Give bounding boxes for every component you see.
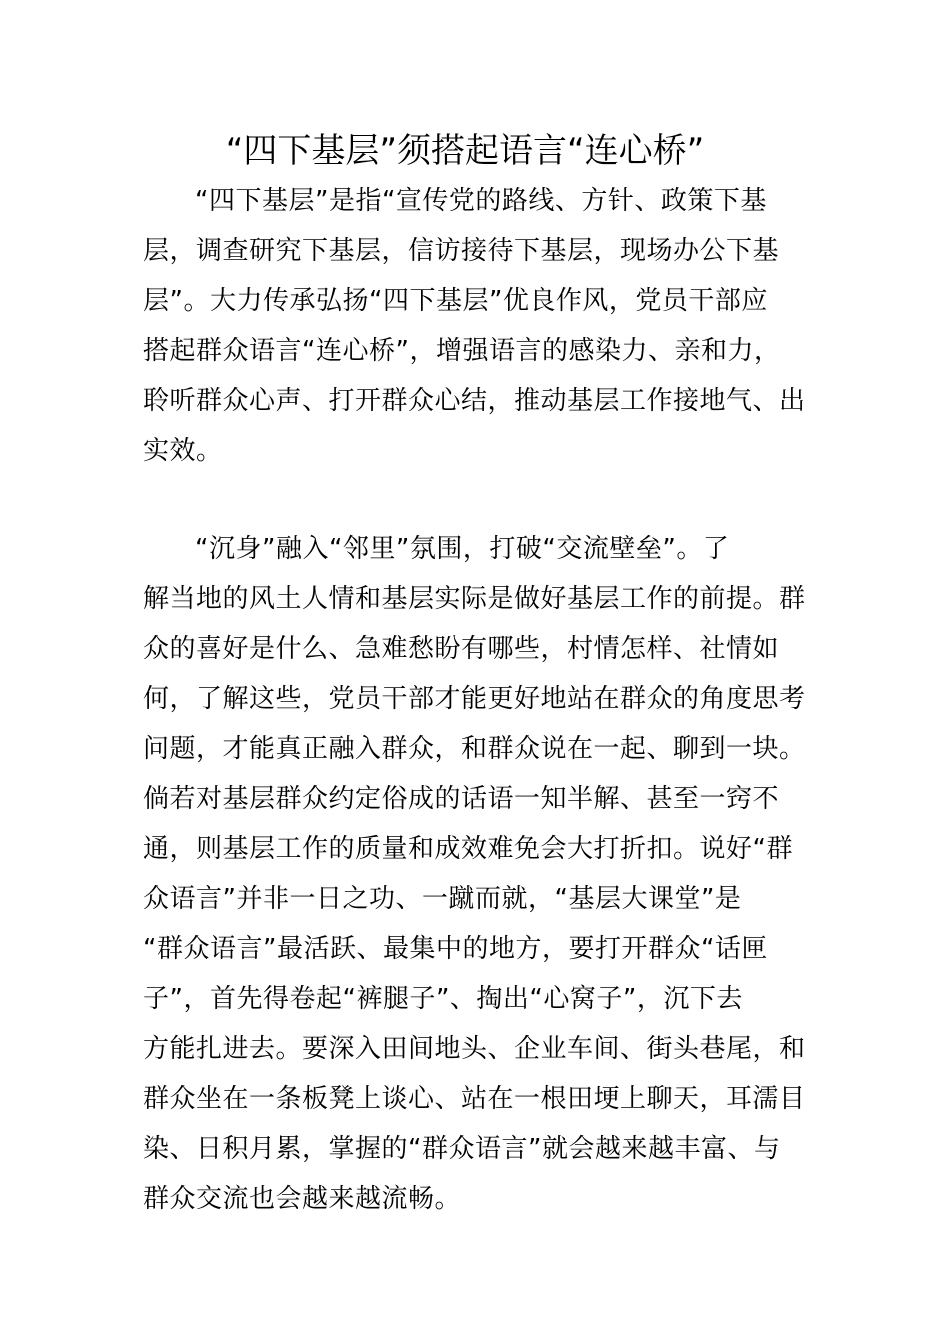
paragraph-line: 层”。大力传承弘扬“四下基层”优良作风，党员干部应 (143, 286, 768, 316)
paragraph-line: 层，调查研究下基层，信访接待下基层，现场办公下基 (143, 236, 780, 266)
paragraph-line: 倘若对基层群众约定俗成的话语一知半解、甚至一窍不 (143, 784, 780, 814)
paragraph-line: 众语言”并非一日之功、一蹴而就，“基层大课堂”是 (143, 884, 742, 914)
document-title: “四下基层”须搭起语言“连心桥” (225, 131, 705, 171)
paragraph-line: 搭起群众语言“连心桥”，增强语言的感染力、亲和力， (143, 336, 781, 366)
paragraph-2 (143, 524, 808, 1224)
paragraph-line: 问题，才能真正融入群众，和群众说在一起、聊到一块。 (143, 734, 806, 764)
paragraph-1 (143, 176, 808, 476)
paragraph-line: 众的喜好是什么、急难愁盼有哪些，村情怎样、社情如 (143, 634, 780, 664)
paragraph-line: 通，则基层工作的质量和成效难免会大打折扣。说好“群 (143, 834, 793, 864)
paragraph-line: 解当地的风土人情和基层实际是做好基层工作的前提。群 (143, 584, 806, 614)
paragraph-line: “群众语言”最活跃、最集中的地方，要打开群众“话匣 (143, 934, 768, 964)
paragraph-line: 群众坐在一条板凳上谈心、站在一根田埂上聊天，耳濡目 (143, 1084, 806, 1114)
paragraph-line: 方能扎进去。要深入田间地头、企业车间、街头巷尾，和 (143, 1034, 806, 1064)
paragraph-line: “四下基层”是指“宣传党的路线、方针、政策下基 (195, 186, 767, 216)
paragraph-line: 群众交流也会越来越流畅。 (143, 1184, 462, 1214)
paragraph-line: 子”，首先得卷起“裤腿子”、掏出“心窝子”，沉下去 (143, 984, 743, 1014)
paragraph-line: 实效。 (143, 436, 223, 466)
paragraph-line: “沉身”融入“邻里”氛围，打破“交流壁垒”。了 (195, 534, 730, 564)
paragraph-line: 聆听群众心声、打开群众心结，推动基层工作接地气、出 (143, 386, 806, 416)
paragraph-line: 染、日积月累，掌握的“群众语言”就会越来越丰富、与 (143, 1134, 781, 1164)
paragraph-line: 何，了解这些，党员干部才能更好地站在群众的角度思考 (143, 684, 806, 714)
